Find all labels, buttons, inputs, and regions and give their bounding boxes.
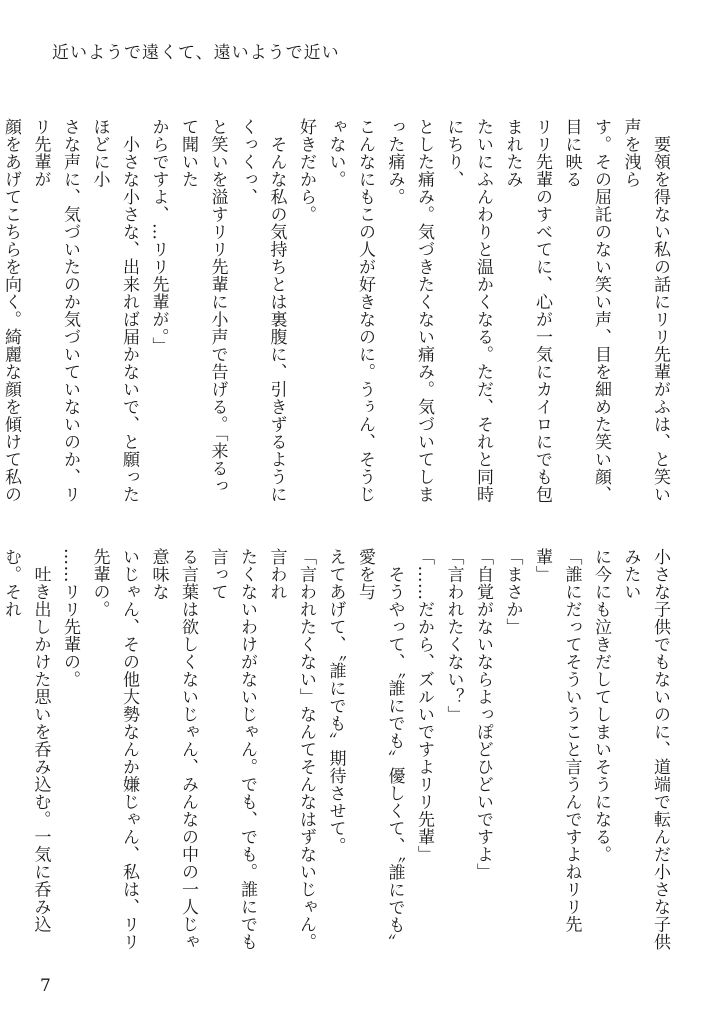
text-line: 「言われたくない」なんてそんなはずないじゃん。言われ: [266, 548, 316, 951]
text-line: ……リリ先輩の。: [60, 548, 80, 688]
text-line: 「自覚がないならよっぽどひどいですよ」: [473, 548, 493, 881]
text-line: こんなにもこの人が好きなのに。うぅん、そうじゃない。: [325, 118, 375, 503]
text-line: えてあげて、〝誰にでも〟期待させて。: [325, 548, 346, 855]
text-line: 「……だから、ズルいですよリリ先輩」: [414, 548, 434, 863]
body-text-bottom: [1, 548, 674, 958]
text-line: 小さな小さな、出来れば届かないで、と願ったほどに小: [89, 118, 139, 503]
text-line: す。その屈託のない笑い声、目を細めた笑い顔、目に映る: [561, 118, 611, 503]
text-line: いじゃん、その他大勢なんか嫌じゃん、私は、リリ先輩の。: [89, 548, 139, 951]
body-text-top: [1, 118, 674, 508]
text-line: 「まさか」: [502, 548, 523, 636]
running-head: 近いようで遠くて、遠いようで近い: [52, 43, 340, 63]
text-line: そうやって、〝誰にでも〟優しくて、〝誰にでも〟愛を与: [355, 548, 405, 951]
text-line: る言葉は欲しくないじゃん、みんなの中の一人じゃ意味な: [148, 548, 198, 951]
text-line: 好きだから。: [296, 118, 316, 223]
text-line: さな声に、気づいたのか気づいていないのか、リリ先輩が: [30, 118, 80, 503]
text-line: とした痛み。気づきたくない痛み。気づいてしまった痛み。: [384, 118, 434, 503]
text-line: に今にも泣きだしてしまいそうになる。: [591, 548, 611, 863]
page-number: 7: [40, 976, 51, 996]
text-line: と笑いを溢すリリ先輩に小声で告げる。「来るって聞いた: [178, 118, 228, 495]
text-line: 吐き出しかけた思いを呑み込む。一気に呑み込む。それ: [1, 548, 51, 933]
text-line: 「誰にだってそういうこと言うんですよねリリ先輩」: [532, 548, 582, 933]
text-line: 要領を得ない私の話にリリ先輩がふは、と笑い声を洩ら: [620, 118, 670, 503]
text-line: たくないわけがないじゃん。でも、でも。誰にでも言って: [207, 548, 257, 951]
text-line: そんな私の気持ちとは裏腹に、引きずるようにくっくっ、: [237, 118, 287, 503]
text-line: 小さな子供でもないのに、道端で転んだ小さな子供みたい: [620, 548, 670, 951]
text-line: たいにふんわりと温かくなる。ただ、それと同時にちり、: [443, 118, 493, 503]
text-line: 顔をあげてこちらを向く。綺麗な顔を傾けて私の: [1, 118, 21, 503]
text-line: リリ先輩のすべてに、心が一気にカイロにでも包まれたみ: [502, 118, 552, 503]
text-line: 「言われたくない？」: [443, 548, 464, 723]
text-line: からですよ、…リリ先輩が。」: [148, 118, 169, 355]
